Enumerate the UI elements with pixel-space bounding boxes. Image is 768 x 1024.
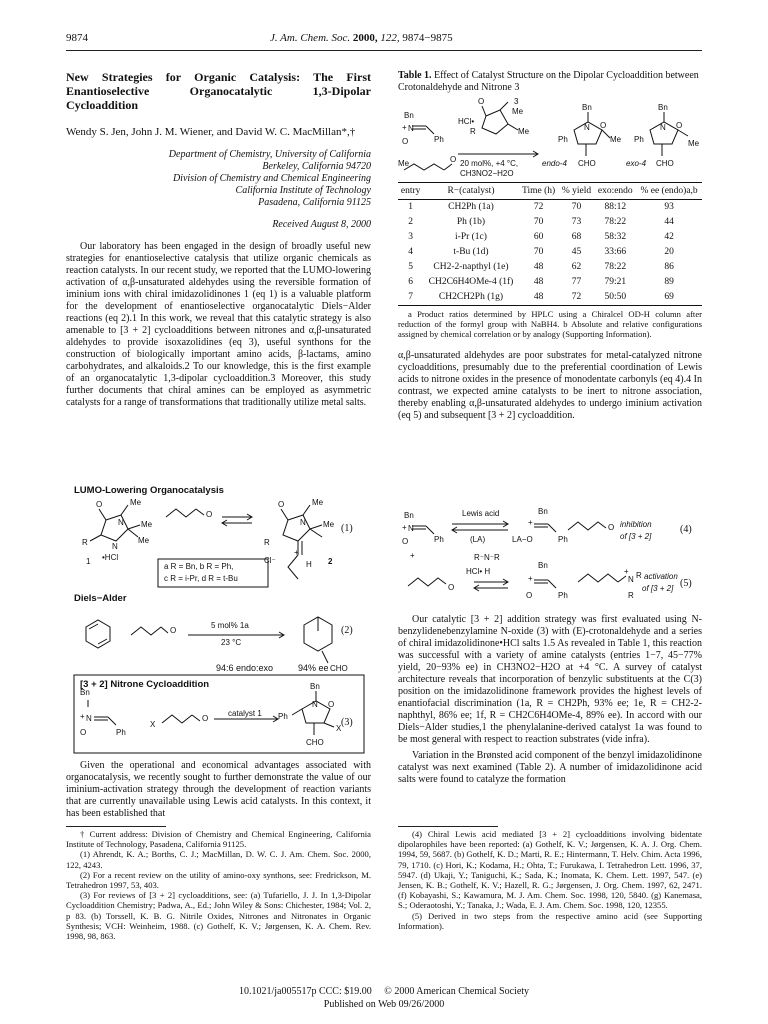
atom-ph: Ph	[558, 591, 568, 600]
left-column	[66, 70, 371, 409]
atom-n-plus: +	[402, 523, 407, 532]
table-cell: 1	[408, 202, 414, 212]
table-cell: 2	[408, 217, 414, 227]
atom-n-plus: +	[294, 548, 299, 557]
table-cell: 58:32	[604, 232, 627, 242]
body-paragraph: Given the operational and economical advantages associated with organocatalysis, we recently sought to further demonstrate the value of our iminium-activation strategy through the development of reaction variants that are currently unavailable using Lewis acid catalysts. In this context, it has been established that	[66, 760, 371, 819]
table-cell: 88:12	[604, 202, 627, 212]
table-cell: 48	[533, 262, 544, 272]
atom-me: Me	[688, 139, 700, 148]
scheme-2	[398, 502, 702, 606]
footnote: † Current address: Division of Chemistry and Chemical Engineering, California Institute of Technology, Pasadena, California 91125.	[66, 829, 371, 850]
table-1-block	[398, 70, 702, 422]
atom-me: Me	[138, 536, 150, 545]
table-cell: t-Bu (1d)	[453, 247, 489, 257]
atom-cho: CHO	[306, 738, 324, 747]
scheme-1	[66, 485, 371, 755]
table-cell: 44	[664, 217, 674, 227]
atom-o: O	[202, 714, 209, 723]
atom-n: N	[118, 518, 124, 527]
table-cell: Ph (1b)	[456, 217, 486, 227]
table-header: entry	[398, 183, 423, 200]
atom-bn: Bn	[538, 507, 548, 516]
table-1-scheme-drawing	[398, 96, 702, 182]
article-authors: Wendy S. Jen, John J. M. Wiener, and David W. C. MacMillan*,†	[66, 126, 356, 138]
journal-pages: 9874−9875	[402, 32, 453, 44]
table-1-footnote: a Product ratios determined by HPLC using a Chiralcel OD-H column after reduction of the formyl group with NaBH4. b Absolute and relative configurations assigned by chemical correlation or by analogy (Supporting Information).	[398, 309, 702, 340]
journal-name: J. Am. Chem. Soc.	[270, 32, 351, 44]
table-cell: 48	[533, 277, 544, 287]
eq-4: (4)	[680, 524, 692, 535]
atom-n-plus: +	[528, 518, 533, 527]
amine-label: R⁻N⁻R	[474, 553, 500, 562]
atom-n: N	[408, 124, 414, 133]
activation-of32: of [3 + 2]	[642, 584, 674, 593]
table-1-caption-text: Effect of Catalyst Structure on the Dipolar Cycloaddition between Crotonaldehyde and Nitrone 3	[398, 70, 699, 93]
table-cell: 33:66	[604, 247, 627, 257]
atom-ph: Ph	[434, 135, 444, 144]
table-1-condition-1: 20 mol%, +4 °C,	[460, 159, 519, 168]
table-cell: 77	[571, 277, 582, 287]
atom-o: O	[402, 137, 409, 146]
atom-bn: Bn	[582, 103, 592, 112]
eq-2: (2)	[341, 625, 353, 636]
table-cell: 72	[533, 202, 544, 212]
atom-o: O	[448, 583, 455, 592]
atom-me: Me	[518, 127, 530, 136]
inhibition-of32: of [3 + 2]	[620, 532, 652, 541]
received-date: Received August 8, 2000	[272, 219, 371, 230]
da-condition-temp: 23 °C	[221, 638, 242, 647]
atom-o: O	[402, 537, 409, 546]
table-cell: CH2CH2Ph (1g)	[423, 290, 518, 306]
atom-cho: CHO	[578, 159, 596, 168]
affiliation-line: Department of Chemistry, University of California	[168, 149, 371, 160]
atom-n-plus: +	[80, 712, 85, 721]
table-header: Time (h)	[519, 183, 559, 200]
atom-o: O	[170, 626, 177, 635]
atom-r: R	[82, 538, 88, 547]
body-paragraph: Our catalytic [3 + 2] addition strategy was first evaluated using N-benzylidenebenzylamine N-oxide (3) with (E)-crotonaldehyde and a series of chiral imidazolidinone•HCl salts 1.5 As revealed in Table 1, this reaction was successful with a variety of amine catalysts (entries 1−7, 45−77% yield, 20−93% ee) in CH3NO2−H2O at +4 °C. A survey of catalyst architecture reveals that incorporation of benzylic substituents at the C(3) position on the imidazolidinone framework provides the highest levels of enantiofacial discrimination (1a, R = CH2Ph, 93% ee; 1e, R = CH2-2-naphthyl, 86% ee; 1f, R = CH2C6H4OMe-4, 89% ee). In accord with our Diels−Alder studies,1 the phenylalanine-derived catalyst 1a was found to be most general with respect to reaction substrates (vide infra).	[398, 614, 702, 745]
atom-bn: Bn	[80, 688, 90, 697]
eq-3: (3)	[341, 717, 353, 728]
table-header: R−(catalyst)	[423, 183, 518, 200]
atom-cl: Cl⁻	[264, 556, 276, 565]
footnote-rule	[398, 826, 498, 827]
table-cell: 78:22	[604, 262, 627, 272]
table-1	[398, 182, 702, 306]
table-row	[398, 275, 702, 290]
atom-o: O	[80, 728, 87, 737]
la-o-label: LA−O	[512, 535, 533, 544]
endo-label: endo-4	[542, 159, 567, 168]
atom-o: O	[676, 121, 683, 130]
table-cell: 50:50	[594, 290, 636, 306]
da-result-ee: 94% ee	[298, 663, 329, 673]
lewis-acid-label: Lewis acid	[462, 509, 500, 518]
footnote: (5) Derived in two steps from the respective amino acid (see Supporting Information).	[398, 910, 702, 931]
atom-bn: Bn	[538, 561, 548, 570]
table-1-condition-2: CH3NO2−H2O	[460, 169, 514, 178]
activation-label: activation	[644, 572, 678, 581]
atom-r: R	[264, 538, 270, 547]
catalyst-hcl: HCl•	[458, 117, 475, 126]
journal-volume: 122,	[380, 32, 400, 44]
atom-n-plus: +	[624, 567, 629, 576]
table-header: exo:endo	[594, 183, 636, 200]
atom-ph: Ph	[558, 535, 568, 544]
table-row	[398, 215, 702, 230]
catalyst-number: 1	[86, 557, 91, 566]
body-paragraph: Our laboratory has been engaged in the design of broadly useful new strategies for enantioselective catalysis that utilize organic chemicals as reaction catalysts. In our recent study, we reported that the LUMO-lowering activation of α,β-unsaturated aldehydes using the reversible formation of iminium ions with chiral imidazolidinones 1 (eq 1) is a valuable platform for the development of enantioselective organocatalytic Diels−Alder reactions (eq 2).1 In this work, we reveal that this catalytic strategy is also amenable to [3 + 2] cycloadditions between nitrones and α,β-unsaturated aldehydes to provide isoxazolidines (eq 3), useful synthons for the construction of biologically important amino acids, β-lactams, amino carbohydrates, and alkaloids.2 To our knowledge, this is the first example of an organocatalytic 1,3-dipolar cycloaddition.3 Moreover, this study further documents that chiral amines can be employed as asymmetric catalysts for a range of transformations that traditionally utilize metal salts.	[66, 241, 371, 408]
footnotes-left	[66, 829, 371, 941]
scheme-label-diels-alder: Diels−Alder	[74, 593, 127, 604]
atom-ph: Ph	[434, 535, 444, 544]
atom-n: N	[408, 524, 414, 533]
affiliation-line: California Institute of Technology	[235, 185, 371, 196]
atom-me: Me	[130, 498, 142, 507]
da-condition-catalyst: 5 mol% 1a	[211, 621, 249, 630]
atom-cho: CHO	[330, 664, 348, 673]
atom-o: O	[478, 97, 485, 106]
footnote-rule	[66, 826, 166, 827]
table-cell: 5	[408, 262, 414, 272]
atom-n: N	[86, 714, 92, 723]
footnote: (2) For a recent review on the utility of amino-oxy synthons, see: Fredrickson, M. Tetrahedron 1997, 53, 403.	[66, 869, 371, 891]
atom-o: O	[600, 121, 607, 130]
journal-year: 2000,	[352, 32, 378, 44]
table-1-label: Table 1.	[398, 70, 432, 81]
atom-bn: Bn	[658, 103, 668, 112]
substituents-line-1: a R = Bn, b R = Ph,	[164, 562, 234, 571]
atom-o: O	[278, 500, 285, 509]
table-row	[398, 290, 702, 306]
table-header: % yield	[559, 183, 595, 200]
atom-r: R	[636, 571, 642, 580]
atom-n: N	[660, 123, 666, 132]
table-cell: 93	[664, 202, 674, 212]
table-cell: 70	[533, 247, 544, 257]
footer-doi-price: 10.1021/ja005517p CCC: $19.00	[238, 986, 372, 997]
atom-me: Me	[323, 520, 335, 529]
atom-me: Me	[141, 520, 153, 529]
table-cell: 45	[571, 247, 582, 257]
table-1-body	[398, 200, 702, 306]
page-number: 9874	[66, 32, 88, 44]
footnotes-right	[398, 829, 702, 931]
header-rule	[66, 50, 702, 51]
table-cell: 62	[571, 262, 582, 272]
atom-ph: Ph	[278, 712, 288, 721]
table-cell: 6	[408, 277, 414, 287]
atom-bn: Bn	[310, 682, 320, 691]
table-cell: 70	[571, 202, 582, 212]
table-cell: CH2Ph (1a)	[448, 202, 494, 212]
iminium-number: 2	[328, 557, 333, 566]
table-cell: 70	[533, 217, 544, 227]
table-cell: 73	[571, 217, 582, 227]
footnote: (1) Ahrendt, K. A.; Borths, C. J.; MacMillan, D. W. C. J. Am. Chem. Soc. 2000, 122, 4243.	[66, 849, 371, 870]
table-cell: CH2-2-napthyl (1e)	[433, 262, 509, 272]
table-row	[398, 230, 702, 245]
body-paragraph: α,β-unsaturated aldehydes are poor substrates for metal-catalyzed nitrone cycloadditions, presumably due to the preferential coordination of Lewis acids to nitrone oxides in the presence of monodentate carbonyls (eq 4).4 In contrast, we expected amine catalysts to be inert to nitrone association, thereby enabling α,β-unsaturated aldehydes to undergo iminium activation (eq 5) and subsequent [3 + 2] cycloaddition.	[398, 349, 702, 421]
table-cell: 89	[664, 277, 674, 287]
table-cell: 42	[664, 232, 674, 242]
table-cell: 69	[636, 290, 702, 306]
catalyst-number: 3	[514, 97, 519, 106]
nitrone-condition: catalyst 1	[228, 709, 262, 718]
substituents-line-2: c R = i-Pr, d R = t-Bu	[164, 574, 238, 583]
atom-ph: Ph	[634, 135, 644, 144]
table-cell: 78:22	[604, 217, 627, 227]
atom-n: N	[584, 123, 590, 132]
atom-h: H	[306, 560, 312, 569]
exo-label: exo-4	[626, 159, 647, 168]
atom-n: N	[628, 575, 634, 584]
atom-x: X	[336, 724, 342, 733]
footnote: (3) For reviews of [3 + 2] cycloadditions, see: (a) Tufariello, J. J. In 1,3-Dipolar Cycloaddition Chemistry; Padwa, A., Ed.; John Wiley & Sons: Chichester, 1984; Vol. 2, p 83. (b) Torssell, K. B. G. Nitrile Oxides, Nitrones and Nitronates in Organic Synthesis; VCH: Weinheim, 1988. (c) Gothelf, K. V.; Jørgensen, K. A. Chem. Rev. 1998, 98, 863.	[66, 890, 371, 942]
atom-me: Me	[610, 135, 622, 144]
table-1-scheme	[398, 96, 702, 182]
atom-x: X	[150, 720, 156, 729]
footer-copyright: © 2000 American Chemical Society	[384, 986, 530, 997]
footnote: (4) Chiral Lewis acid mediated [3 + 2] cycloadditions involving bidentate dipolarophiles have been reported: (a) Gothelf, K. V.; Jørgensen, K. A. J. Org. Chem. 1994, 59, 5687. (b) Gothelf, K. D.; Marti, R. E.; Hintermann, T. Helv. Chim. Acta 1996, 79, 1710. (c) Hori, K.; Kodama, H.; Ohta, T.; Furukawa, I. Tetrahedron Lett. 1996, 37, 5947. (d) Ukaji, Y.; Taniguchi, K.; Sada, K.; Inomata, K. Chem. Lett. 1997, 547. (e) Jensen, K. B.; Gothelf, K. V.; Hazell, R. G.; Jørgensen, J. Org. Chem. 1997, 62, 2471. (f) Kobayashi, S.; Kawamura, M. J. Am. Chem. Soc. 1998, 120, 5840. (g) Kanemasa, S.; Oderaotoshi, Y.; Tanaka, J.; Wada, E. J. Am. Chem. Soc. 1998, 120, 12355.	[398, 829, 702, 911]
atom-me: Me	[512, 107, 524, 116]
table-cell: 20	[664, 247, 674, 257]
table-header: % ee (endo)a,b	[636, 183, 702, 200]
eq-1: (1)	[341, 523, 353, 534]
atom-o: O	[450, 155, 457, 164]
atom-o: O	[328, 700, 335, 709]
la-label: (LA)	[470, 535, 486, 544]
atom-r: R	[628, 591, 634, 600]
article-title: New Strategies for Organic Catalysis: The First Enantioselective Organocatalytic 1,3-Dipolar Cycloaddition	[66, 70, 371, 112]
scheme-label-lumo: LUMO-Lowering Organocatalysis	[74, 485, 224, 496]
footer-line-1	[0, 986, 768, 997]
atom-plus: +	[410, 551, 415, 560]
table-cell: 79:21	[604, 277, 627, 287]
scheme-label-nitrone: [3 + 2] Nitrone Cycloaddition	[80, 679, 210, 690]
table-cell: CH2C6H4OMe-4 (1f)	[428, 277, 514, 287]
atom-n: N	[112, 542, 118, 551]
table-cell: 72	[559, 290, 595, 306]
affiliations	[66, 149, 371, 209]
left-column-continued	[66, 760, 371, 820]
table-row	[398, 260, 702, 275]
table-cell: 60	[533, 232, 544, 242]
atom-bn: Bn	[404, 511, 414, 520]
atom-o: O	[206, 510, 213, 519]
table-cell: 48	[519, 290, 559, 306]
atom-r: R	[470, 127, 476, 136]
affiliation-line: Pasadena, California 91125	[258, 197, 371, 208]
table-cell: 3	[408, 232, 414, 242]
atom-n-plus: +	[528, 574, 533, 583]
table-header-row	[398, 183, 702, 200]
amine-hcl: HCl• H	[466, 567, 491, 576]
table-cell: 4	[408, 247, 414, 257]
atom-n: N	[300, 518, 306, 527]
atom-ph: Ph	[558, 135, 568, 144]
atom-me: Me	[312, 498, 324, 507]
da-result-ratio: 94:6 endo:exo	[216, 663, 274, 673]
atom-cho: CHO	[656, 159, 674, 168]
atom-n-plus: +	[402, 123, 407, 132]
table-1-caption	[398, 70, 702, 94]
affiliation-line: Berkeley, California 94720	[262, 161, 371, 172]
catalyst-hcl: •HCl	[102, 553, 119, 562]
atom-me: Me	[398, 159, 410, 168]
running-header	[270, 32, 710, 44]
footer-published: Published on Web 09/26/2000	[323, 999, 445, 1010]
table-cell: 68	[571, 232, 582, 242]
right-column-continued	[398, 614, 702, 786]
atom-n: N	[312, 700, 318, 709]
table-cell: i-Pr (1c)	[455, 232, 487, 242]
table-row	[398, 245, 702, 260]
affiliation-line: Division of Chemistry and Chemical Engineering	[172, 173, 371, 184]
inhibition-label: inhibition	[620, 520, 652, 529]
atom-o: O	[526, 591, 533, 600]
atom-o: O	[96, 500, 103, 509]
table-row	[398, 200, 702, 216]
table-cell: 86	[664, 262, 674, 272]
eq-5: (5)	[680, 578, 692, 589]
atom-bn: Bn	[404, 111, 414, 120]
body-paragraph: Variation in the Brønsted acid component of the benzyl imidazolidinone catalyst was next examined (Table 2). A number of imidazolidinone acid salts were found to catalyze the formation	[398, 750, 702, 785]
table-cell: 7	[398, 290, 423, 306]
atom-ph: Ph	[116, 728, 126, 737]
atom-o: O	[608, 523, 615, 532]
